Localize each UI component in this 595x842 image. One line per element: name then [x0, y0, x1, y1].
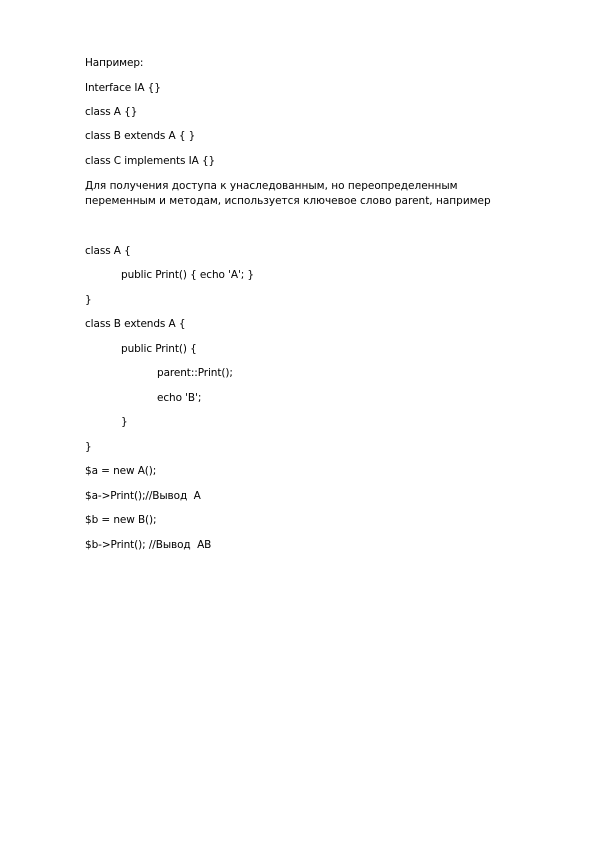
code-line: $b = new B();: [85, 514, 157, 526]
code-line: }: [85, 441, 92, 453]
code-line: class B extends A {: [85, 318, 186, 330]
code-line: $a->Print();//Вывод A: [85, 490, 201, 502]
code-line: echo 'B';: [157, 392, 202, 404]
intro-label: Например:: [85, 57, 144, 69]
class-c-declaration: class C implements IA {}: [85, 155, 216, 167]
interface-declaration: Interface IA {}: [85, 82, 161, 94]
code-line: public Print() { echo 'A'; }: [121, 269, 254, 281]
code-line: $a = new A();: [85, 465, 157, 477]
code-line: }: [85, 294, 92, 306]
explanation-paragraph: Для получения доступа к унаследованным, но переопределенным переменным и методам, используется ключевое слово parent, например: [85, 180, 491, 207]
code-line: $b->Print(); //Вывод AB: [85, 539, 212, 551]
class-a-declaration: class A {}: [85, 106, 138, 118]
code-line: parent::Print();: [157, 367, 233, 379]
code-line: }: [121, 416, 128, 428]
class-b-declaration: class B extends A { }: [85, 130, 196, 142]
code-line: class A {: [85, 245, 131, 257]
code-line: public Print() {: [121, 343, 197, 355]
